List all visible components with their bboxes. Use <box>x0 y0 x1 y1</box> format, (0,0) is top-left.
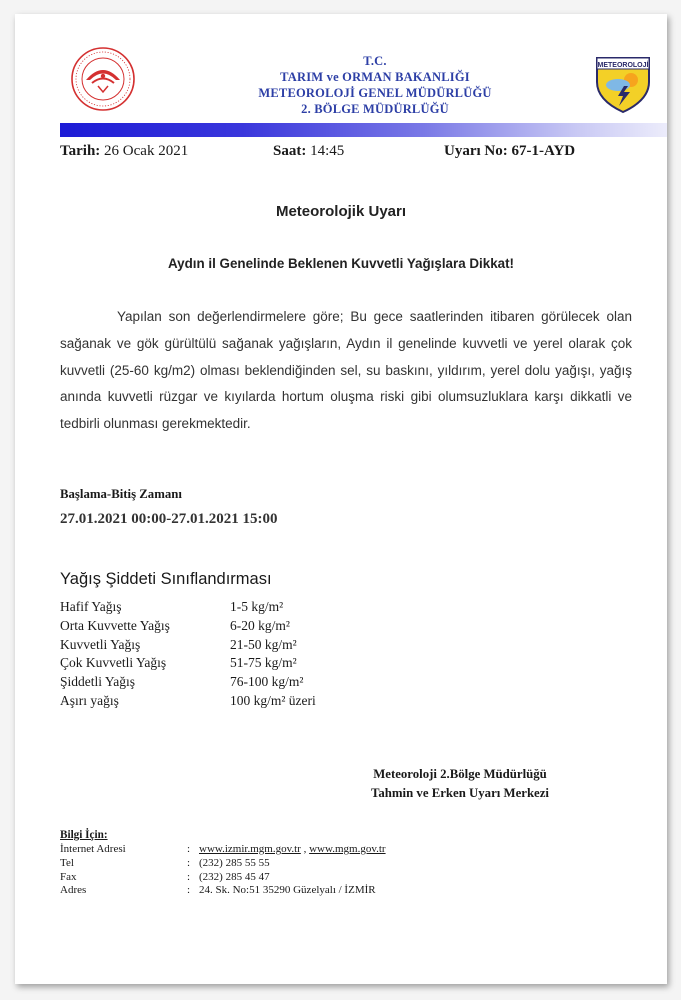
classification-row <box>60 692 430 711</box>
header-directorate: METEOROLOJİ GENEL MÜDÜRLÜĞÜ <box>258 86 492 100</box>
header-divider-bar <box>60 123 667 137</box>
classification-title: Yağış Şiddeti Sınıflandırması <box>60 570 272 588</box>
classification-row <box>60 636 430 655</box>
fax-value: (232) 285 45 47 <box>199 870 270 883</box>
date-field <box>60 143 188 160</box>
document-subtitle: Aydın il Genelinde Beklenen Kuvvetli Yağışlara Dikkat! <box>167 256 515 271</box>
period-label: Başlama-Bitiş Zamanı <box>60 487 182 501</box>
classification-row <box>60 598 430 617</box>
class-range: 21-50 kg/m² <box>230 636 297 652</box>
address-row <box>60 884 386 898</box>
header-ministry: TARIM ve ORMAN BAKANLIĞI <box>280 70 470 84</box>
document-title: Meteorolojik Uyarı <box>275 203 407 220</box>
header-tc: T.C. <box>363 54 387 68</box>
colon: : <box>187 856 191 869</box>
header-region: 2. BÖLGE MÜDÜRLÜĞÜ <box>301 102 449 116</box>
class-name: Aşırı yağış <box>60 692 119 708</box>
class-name: Çok Kuvvetli Yağış <box>60 655 167 671</box>
period-value: 27.01.2021 00:00-27.01.2021 15:00 <box>60 511 278 527</box>
class-name: Hafif Yağış <box>60 599 122 614</box>
tel-value: (232) 285 55 55 <box>199 856 270 869</box>
tel-row <box>60 857 386 871</box>
ministry-seal-icon <box>70 46 136 112</box>
colon: : <box>187 843 191 855</box>
date-label: Tarih: <box>60 143 101 159</box>
colon: : <box>187 884 191 897</box>
address-value: 24. Sk. No:51 35290 Güzelyalı / İZMİR <box>199 884 376 897</box>
time-field <box>273 143 344 160</box>
fax-label: Fax <box>60 870 77 883</box>
classification-row <box>60 673 430 692</box>
class-range: 76-100 kg/m² <box>230 674 304 690</box>
class-range: 100 kg/m² üzeri <box>230 692 316 708</box>
date-value: 26 Ocak 2021 <box>104 143 189 159</box>
website-link-mgm[interactable]: www.mgm.gov.tr <box>309 843 386 855</box>
meteorology-logo-icon <box>594 52 652 114</box>
classification-row <box>60 654 430 673</box>
info-title: Bilgi İçin: <box>60 829 108 841</box>
class-name: Orta Kuvvette Yağış <box>60 617 170 633</box>
logo-text: METEOROLOJİ <box>597 62 649 69</box>
class-range: 6-20 kg/m² <box>230 617 290 633</box>
classification-row <box>60 617 430 636</box>
warning-label: Uyarı No: <box>444 143 508 159</box>
time-label: Saat: <box>273 143 307 159</box>
fax-row <box>60 871 386 885</box>
signature-line-1: Meteoroloji 2.Bölge Müdürlüğü <box>373 767 547 781</box>
warning-number-field <box>444 143 575 160</box>
colon: : <box>187 870 191 883</box>
document-page <box>15 14 667 984</box>
time-value: 14:45 <box>310 143 345 159</box>
class-range: 1-5 kg/m² <box>230 599 284 614</box>
link-separator: , <box>300 843 310 855</box>
website-link-izmir[interactable]: www.izmir.mgm.gov.tr <box>199 843 301 855</box>
address-label: Adres <box>60 884 87 897</box>
class-name: Kuvvetli Yağış <box>60 636 141 652</box>
contact-info <box>60 843 386 898</box>
warning-body: Yapılan son değerlendirmelere göre; Bu gece saatlerinden itibaren görülecek olan sağanak ve gök gürültülü sağanak yağışların, Aydın il genelinde kuvvetli ve yerel olarak çok kuvvetli (25-60 kg/m2) olması beklendiğinden sel, su baskını, yıldırım, yerel dolu yağışı, yağış anında kuvvetli rüzgar ve kıyılarda hortum oluşma riski gibi olumsuzluklara karşı dikkatli ve tedbirli olunması gerekmektedir. <box>60 309 632 432</box>
warning-value: 67-1-AYD <box>511 143 576 159</box>
class-name: Şiddetli Yağış <box>60 674 136 690</box>
internet-label: İnternet Adresi <box>60 843 126 855</box>
classification-table <box>60 598 430 711</box>
internet-row <box>60 843 386 857</box>
tel-label: Tel <box>60 856 74 869</box>
signature-block <box>360 765 560 802</box>
signature-line-2: Tahmin ve Erken Uyarı Merkezi <box>371 785 549 800</box>
class-range: 51-75 kg/m² <box>230 655 297 671</box>
